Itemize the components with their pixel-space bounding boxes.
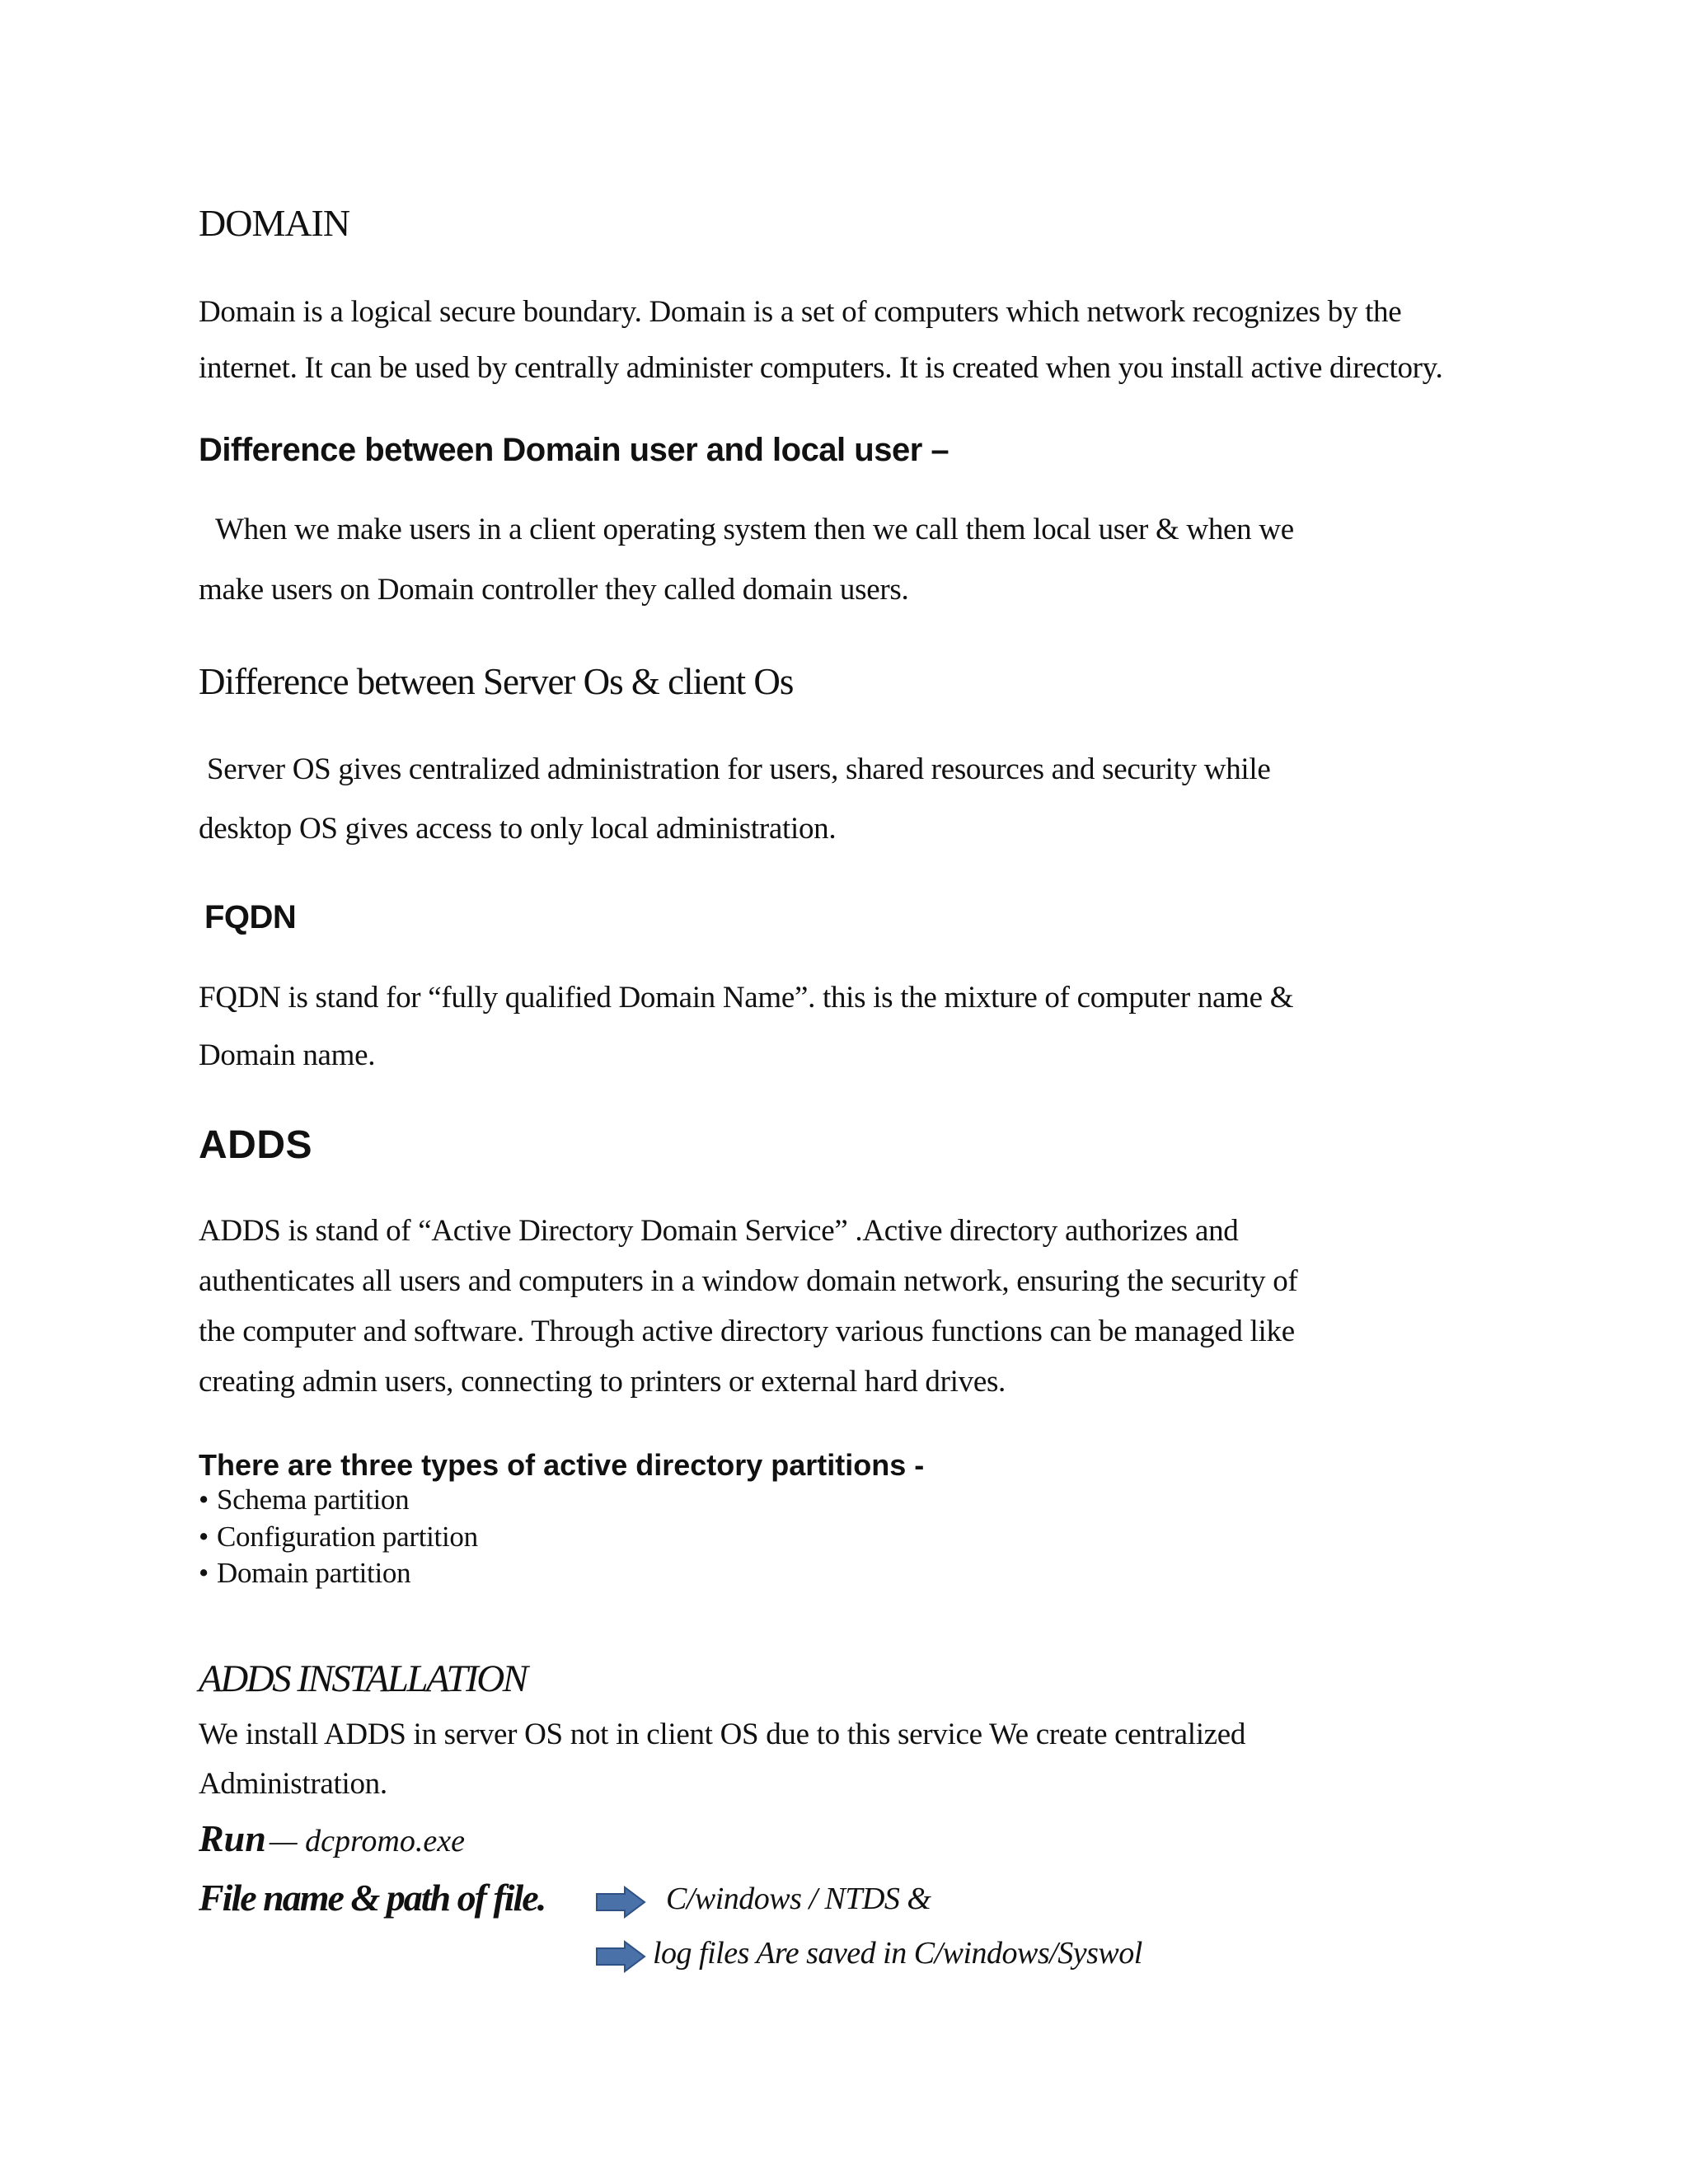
- domain-paragraph-line-1: Domain is a logical secure boundary. Domain is a set of computers which network recognizes by the: [199, 295, 1402, 329]
- domain-heading: DOMAIN: [199, 202, 350, 244]
- adds-line-3: the computer and software. Through active directory various functions can be managed like: [199, 1315, 1295, 1348]
- user-difference-line-1: When we make users in a client operating system then we call them local user & when we: [215, 513, 1294, 546]
- bullet: •: [199, 1521, 209, 1553]
- bullet: •: [199, 1483, 209, 1516]
- right-arrow-icon: [595, 1940, 646, 1973]
- run-command-line: [199, 1816, 465, 1860]
- user-difference-heading: Difference between Domain user and local user –: [199, 432, 950, 468]
- os-difference-line-1: Server OS gives centralized administration for users, shared resources and security while: [207, 752, 1271, 786]
- list-item-label: Schema partition: [217, 1483, 410, 1516]
- list-item: [199, 1557, 410, 1590]
- bullet: •: [199, 1557, 209, 1589]
- domain-paragraph-line-2: internet. It can be used by centrally administer computers. It is created when you install active directory.: [199, 351, 1443, 385]
- fqdn-line-1: FQDN is stand for “fully qualified Domain Name”. this is the mixture of computer name &: [199, 981, 1294, 1015]
- file-path-label: File name & path of file.: [199, 1877, 546, 1919]
- user-difference-line-2: make users on Domain controller they called domain users.: [199, 573, 909, 607]
- fqdn-line-2: Domain name.: [199, 1038, 376, 1072]
- list-item: [199, 1521, 478, 1554]
- list-item-label: Configuration partition: [217, 1521, 478, 1553]
- installation-line-2: Administration.: [199, 1767, 387, 1801]
- ntds-path: C/windows / NTDS &: [666, 1882, 931, 1916]
- fqdn-heading: FQDN: [204, 899, 297, 935]
- os-difference-heading: Difference between Server Os & client Os: [199, 661, 794, 702]
- adds-installation-heading: ADDS INSTALLATION: [199, 1657, 527, 1700]
- os-difference-line-2: desktop OS gives access to only local administration.: [199, 812, 837, 846]
- installation-line-1: We install ADDS in server OS not in client OS due to this service We create centralized: [199, 1718, 1246, 1751]
- adds-heading: ADDS: [199, 1123, 313, 1167]
- adds-line-1: ADDS is stand of “Active Directory Domain Service” .Active directory authorizes and: [199, 1214, 1239, 1248]
- run-label: Run: [199, 1817, 266, 1859]
- adds-line-4: creating admin users, connecting to printers or external hard drives.: [199, 1365, 1006, 1399]
- partitions-heading: There are three types of active directory partitions -: [199, 1448, 925, 1482]
- list-item-label: Domain partition: [217, 1557, 411, 1589]
- log-files-path: log files Are saved in C/windows/Syswol: [653, 1936, 1142, 1971]
- right-arrow-icon: [595, 1886, 646, 1919]
- list-item: [199, 1483, 409, 1516]
- adds-line-2: authenticates all users and computers in a window domain network, ensuring the security of: [199, 1264, 1298, 1298]
- run-command: — dcpromo.exe: [269, 1824, 465, 1858]
